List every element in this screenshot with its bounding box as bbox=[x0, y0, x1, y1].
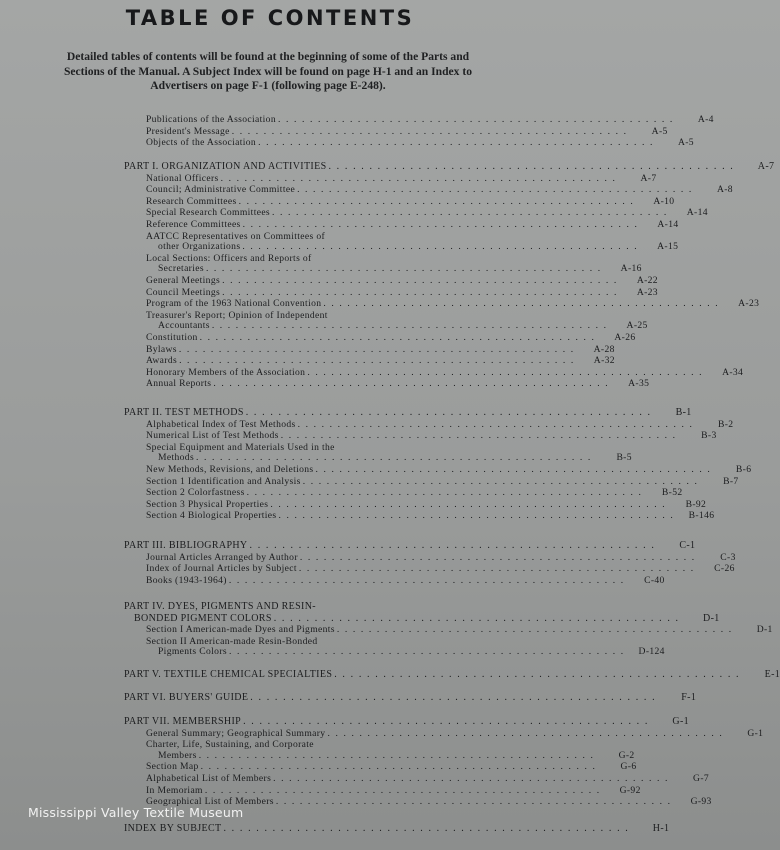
toc-entry-label: INDEX BY SUBJECT bbox=[124, 823, 222, 834]
toc-entry-label: Special Research Committees bbox=[146, 207, 271, 219]
toc-entry-label: PART VI. BUYERS' GUIDE bbox=[124, 692, 249, 703]
dot-leader: . . . . . . . . . . . . . . . . . . . . . . . . . . . . . . . . . . . . . . . . . . . . . . . . . . bbox=[178, 343, 575, 355]
toc-entry-label: other Organizations bbox=[158, 241, 241, 253]
dot-leader: . . . . . . . . . . . . . . . . . . . . . . . . . . . . . . . . . . . . . . . . . . . . . . . . . . bbox=[228, 646, 625, 658]
toc-entry bbox=[146, 574, 665, 586]
dot-leader: . . . . . . . . . . . . . . . . . . . . . . . . . . . . . . . . . . . . . . . . . . . . . . . . . . bbox=[302, 475, 699, 487]
toc-entry bbox=[146, 739, 388, 750]
toc-entry bbox=[146, 219, 679, 230]
toc-page-number: A-34 bbox=[722, 366, 744, 378]
toc-page-number: A-8 bbox=[716, 184, 733, 196]
toc-entry bbox=[146, 475, 739, 487]
toc-entry bbox=[146, 310, 388, 321]
toc-entry bbox=[146, 137, 694, 149]
toc-entry-label: Constitution bbox=[146, 332, 198, 343]
dot-leader: . . . . . . . . . . . . . . . . . . . . . . . . . . . . . . . . . . . . . . . . . . . . . . . . . . bbox=[275, 796, 672, 808]
toc-entry bbox=[146, 366, 744, 378]
dot-leader: . . . . . . . . . . . . . . . . . . . . . . . . . . . . . . . . . . . . . . . . . . . . . . . . . . bbox=[328, 161, 735, 172]
toc-page-number: A-7 bbox=[757, 161, 775, 172]
toc-page-number: A-35 bbox=[628, 378, 650, 390]
toc-part-heading: PART IV. DYES, PIGMENTS AND RESIN- bbox=[124, 601, 316, 612]
dot-leader: . . . . . . . . . . . . . . . . . . . . . . . . . . . . . . . . . . . . . . . . . . . . . . . . . . bbox=[258, 137, 654, 149]
toc-page-number: A-25 bbox=[626, 320, 648, 332]
toc-entry-label: BONDED PIGMENT COLORS bbox=[134, 612, 272, 624]
toc-entry-label: Alphabetical Index of Test Methods bbox=[146, 418, 296, 430]
intro-line: Advertisers on page F-1 (following page E-248). bbox=[150, 79, 386, 92]
intro-line: Detailed tables of contents will be found at the beginning of some of the Parts and bbox=[66, 50, 470, 63]
toc-entry-label: PART II. TEST METHODS bbox=[124, 407, 244, 418]
toc-page-number: B-5 bbox=[616, 452, 632, 464]
toc-entry-label: General Summary; Geographical Summary bbox=[146, 727, 326, 739]
toc-part-heading bbox=[124, 823, 670, 834]
toc-entry bbox=[146, 355, 615, 367]
toc-entry-label: Journal Articles Arranged by Author bbox=[146, 551, 298, 563]
dot-leader: . . . . . . . . . . . . . . . . . . . . . . . . . . . . . . . . . . . . . . . . . . . . . . . . . . bbox=[299, 551, 696, 563]
toc-entry-label: Geographical List of Members bbox=[146, 796, 274, 808]
toc-entry-label: Council; Administrative Committee bbox=[146, 184, 296, 196]
page-title: TABLE OF CONTENTS bbox=[125, 6, 415, 30]
toc-entry-label: Charter, Life, Sustaining, and Corporate bbox=[146, 739, 314, 751]
toc-entry bbox=[146, 275, 658, 286]
toc-entry-label: AATCC Representatives on Committees of bbox=[146, 230, 326, 242]
toc-page-number: A-26 bbox=[614, 332, 636, 343]
toc-entry-continuation bbox=[158, 320, 648, 332]
toc-entry-label: New Methods, Revisions, and Deletions bbox=[146, 464, 314, 475]
toc-entry-label: Section Map bbox=[146, 761, 199, 773]
toc-page-number: G-2 bbox=[618, 749, 635, 761]
toc-page-number: C-3 bbox=[720, 551, 736, 563]
dot-leader: . . . . . . . . . . . . . . . . . . . . . . . . . . . . . . . . . . . . . . . . . . . . . . . . . . bbox=[307, 366, 704, 378]
toc-page-number: C-26 bbox=[714, 563, 735, 575]
toc-page-number: B-3 bbox=[701, 430, 717, 442]
toc-entry-label: Section 4 Biological Properties bbox=[146, 510, 277, 522]
toc-entry-continuation bbox=[158, 263, 642, 275]
toc-page-number: E-1 bbox=[764, 669, 780, 680]
dot-leader: . . . . . . . . . . . . . . . . . . . . . . . . . . . . . . . . . . . . . . . . . . . . . . . . . . bbox=[222, 275, 618, 286]
toc-page-number: G-1 bbox=[747, 727, 764, 739]
dot-leader: . . . . . . . . . . . . . . . . . . . . . . . . . . . . . . . . . . . . . . . . . . . . . . . . . . bbox=[273, 773, 670, 784]
toc-entry-label: Accountants bbox=[158, 320, 210, 332]
toc-entry-label: Publications of the Association bbox=[146, 114, 276, 125]
toc-entry bbox=[146, 773, 710, 784]
toc-entry bbox=[146, 184, 733, 196]
toc-entry bbox=[146, 286, 658, 298]
dot-leader: . . . . . . . . . . . . . . . . . . . . . . . . . . . . . . . . . . . . . . . . . . . . . . . . . . bbox=[228, 574, 625, 586]
toc-entry-label: Section 1 Identification and Analysis bbox=[146, 475, 301, 487]
dot-leader: . . . . . . . . . . . . . . . . . . . . . . . . . . . . . . . . . . . . . . . . . . . . . . . . . . bbox=[238, 195, 635, 207]
toc-part-heading bbox=[124, 692, 697, 703]
toc-page-number: C-1 bbox=[679, 540, 696, 551]
dot-leader: . . . . . . . . . . . . . . . . . . . . . . . . . . . . . . . . . . . . . . . . . . . . . . . . . . bbox=[327, 727, 724, 739]
toc-entry-label: Section 2 Colorfastness bbox=[146, 487, 245, 499]
toc-entry-label: Index of Journal Articles by Subject bbox=[146, 563, 297, 575]
toc-page-number: A-16 bbox=[620, 263, 642, 275]
toc-page-number: A-14 bbox=[657, 219, 679, 230]
toc-entry-label: PART III. BIBLIOGRAPHY bbox=[124, 540, 248, 551]
toc-entry-label: Books (1943-1964) bbox=[146, 574, 227, 586]
dot-leader: . . . . . . . . . . . . . . . . . . . . . . . . . . . . . . . . . . . . . . . . . . . . . . . . . . bbox=[245, 407, 652, 418]
dot-leader: . . . . . . . . . . . . . . . . . . . . . . . . . . . . . . . . . . . . . . . . . . . . . . . . . . bbox=[211, 320, 608, 332]
toc-entry bbox=[146, 253, 388, 264]
dot-leader: . . . . . . . . . . . . . . . . . . . . . . . . . . . . . . . . . . . . . . . . . . . . . . . . . . bbox=[222, 286, 618, 298]
dot-leader: . . . . . . . . . . . . . . . . . . . . . . . . . . . . . . . . . . . . . . . . . . . . . . . . . . bbox=[204, 784, 601, 796]
toc-entry-label: Section II American-made Resin-Bonded bbox=[146, 635, 318, 647]
toc-page-number: A-7 bbox=[640, 172, 657, 184]
toc-entry-label: Objects of the Association bbox=[146, 137, 257, 149]
dot-leader: . . . . . . . . . . . . . . . . . . . . . . . . . . . . . . . . . . . . . . . . . . . . . . . . . . bbox=[250, 692, 657, 703]
toc-entry-label: Pigments Colors bbox=[158, 646, 227, 658]
toc-page-number: B-6 bbox=[735, 464, 752, 475]
toc-entry bbox=[146, 195, 675, 207]
dot-leader: . . . . . . . . . . . . . . . . . . . . . . . . . . . . . . . . . . . . . . . . . . . . . . . . . . bbox=[242, 241, 639, 253]
toc-entry-continuation bbox=[158, 749, 635, 761]
toc-entry bbox=[146, 343, 615, 355]
toc-entry bbox=[146, 125, 668, 137]
toc-part-heading bbox=[124, 669, 780, 680]
dot-leader: . . . . . . . . . . . . . . . . . . . . . . . . . . . . . . . . . . . . . . . . . . . . . . . . . . bbox=[223, 823, 630, 834]
toc-entry-continuation bbox=[158, 646, 665, 658]
dot-leader: . . . . . . . . . . . . . . . . . . . . . . . . . . . . . . . . . . . . . . . . . . . . . . . . . . bbox=[323, 298, 720, 310]
toc-entry-label: General Meetings bbox=[146, 275, 221, 286]
dot-leader: . . . . . . . . . . . . . . . . . . . . . . . . . . . . . . . . . . . . . . . . . . . . . . . . . . bbox=[272, 207, 668, 219]
toc-entry bbox=[146, 761, 637, 773]
dot-leader: . . . . . . . . . . . . . . . . . . . . . . . . . . . . . . . . . . . . . . . . . . . . . . . . . . bbox=[270, 498, 667, 510]
toc-entry-label: Numerical List of Test Methods bbox=[146, 430, 279, 442]
dot-leader: . . . . . . . . . . . . . . . . . . . . . . . . . . . . . . . . . . . . . . . . . . . . . . . . . . bbox=[243, 716, 649, 727]
toc-page-number: G-1 bbox=[672, 716, 689, 727]
toc-page-number: D-124 bbox=[638, 646, 665, 658]
toc-page-number: B-2 bbox=[718, 418, 734, 430]
intro-line: Sections of the Manual. A Subject Index will be found on page H-1 and an Index to bbox=[63, 64, 473, 78]
dot-leader: . . . . . . . . . . . . . . . . . . . . . . . . . . . . . . . . . . . . . . . . . . . . . . . . . . bbox=[297, 184, 693, 196]
toc-entry-label: Treasurer's Report; Opinion of Independent bbox=[146, 309, 328, 321]
toc-page-number: A-15 bbox=[657, 241, 679, 253]
toc-entry bbox=[146, 442, 388, 453]
toc-part-heading bbox=[124, 407, 692, 418]
toc-entry bbox=[146, 378, 650, 390]
toc-page-number: A-10 bbox=[653, 195, 675, 207]
toc-page-number: A-28 bbox=[593, 343, 615, 355]
dot-leader: . . . . . . . . . . . . . . . . . . . . . . . . . . . . . . . . . . . . . . . . . . . . . . . . . . bbox=[179, 355, 575, 367]
toc-entry-label: PART I. ORGANIZATION AND ACTIVITIES bbox=[124, 161, 327, 172]
toc-entry-label: PART V. TEXTILE CHEMICAL SPECIALTIES bbox=[124, 669, 333, 680]
dot-leader: . . . . . . . . . . . . . . . . . . . . . . . . . . . . . . . . . . . . . . . . . . . . . . . . . . bbox=[280, 430, 677, 442]
dot-leader: . . . . . . . . . . . . . . . . . . . . . . . . . . . . . . . . . . . . . . . . . . . . . . . . . . bbox=[220, 172, 617, 184]
toc-part-heading bbox=[124, 716, 689, 727]
toc-page-number: C-40 bbox=[644, 574, 665, 586]
dot-leader: . . . . . . . . . . . . . . . . . . . . . . . . . . . . . . . . . . . . . . . . . . . . . . . . . . bbox=[336, 624, 733, 636]
toc-page-number: G-93 bbox=[690, 796, 712, 808]
toc-entry bbox=[146, 464, 752, 475]
dot-leader: . . . . . . . . . . . . . . . . . . . . . . . . . . . . . . . . . . . . . . . . . . . . . . . . . . bbox=[249, 540, 656, 551]
toc-page-number: G-6 bbox=[620, 761, 637, 773]
toc-part-heading bbox=[124, 161, 775, 172]
toc-page-number: F-1 bbox=[681, 692, 697, 703]
toc-page-number: H-1 bbox=[652, 823, 670, 834]
toc-page-number: D-1 bbox=[756, 624, 773, 636]
toc-page-number: B-52 bbox=[661, 487, 683, 499]
toc-entry bbox=[146, 727, 764, 739]
toc-page-number: G-7 bbox=[693, 773, 710, 784]
toc-entry-label: Section I American-made Dyes and Pigments bbox=[146, 624, 335, 636]
toc-entry-continuation bbox=[158, 241, 679, 253]
dot-leader: . . . . . . . . . . . . . . . . . . . . . . . . . . . . . . . . . . . . . . . . . . . . . . . . . . bbox=[273, 612, 680, 624]
toc-entry-label: Methods bbox=[158, 452, 195, 464]
toc-entry bbox=[146, 624, 773, 636]
toc-page-number: B-92 bbox=[685, 498, 707, 510]
toc-entry-continuation bbox=[158, 452, 632, 464]
toc-entry-label: In Memoriam bbox=[146, 784, 203, 796]
toc-entry bbox=[146, 487, 683, 499]
toc-page-number: A-23 bbox=[636, 286, 658, 298]
toc-entry-label: Annual Reports bbox=[146, 378, 212, 390]
dot-leader: . . . . . . . . . . . . . . . . . . . . . . . . . . . . . . . . . . . . . . . . . . . . . . . . . . bbox=[242, 219, 639, 230]
toc-page-number: A-4 bbox=[697, 114, 714, 125]
toc-entry-label: Bylaws bbox=[146, 343, 177, 355]
toc-entry bbox=[146, 498, 707, 510]
toc-entry bbox=[146, 172, 657, 184]
toc-entry-label: President's Message bbox=[146, 125, 230, 137]
dot-leader: . . . . . . . . . . . . . . . . . . . . . . . . . . . . . . . . . . . . . . . . . . . . . . . . . . bbox=[198, 749, 595, 761]
dot-leader: . . . . . . . . . . . . . . . . . . . . . . . . . . . . . . . . . . . . . . . . . . . . . . . . . . bbox=[246, 487, 643, 499]
toc-entry bbox=[146, 563, 735, 575]
toc-entry-label: Council Meetings bbox=[146, 286, 221, 298]
dot-leader: . . . . . . . . . . . . . . . . . . . . . . . . . . . . . . . . . . . . . . . . . . . . . . . . . . bbox=[297, 418, 694, 430]
toc-page-number: A-32 bbox=[593, 355, 615, 367]
dot-leader: . . . . . . . . . . . . . . . . . . . . . . . . . . . . . . . . . . . . . . . . . . . . . . . . . . bbox=[231, 125, 628, 137]
toc-entry bbox=[146, 231, 388, 242]
toc-entry-label: Awards bbox=[146, 355, 178, 367]
toc-entry bbox=[146, 114, 714, 125]
toc-page-number: B-7 bbox=[723, 475, 739, 487]
dot-leader: . . . . . . . . . . . . . . . . . . . . . . . . . . . . . . . . . . . . . . . . . . . . . . . . . . bbox=[205, 263, 602, 275]
toc-entry-label: Section 3 Physical Properties bbox=[146, 498, 269, 510]
toc-part-heading bbox=[134, 612, 720, 624]
dot-leader: . . . . . . . . . . . . . . . . . . . . . . . . . . . . . . . . . . . . . . . . . . . . . . . . . . bbox=[334, 669, 741, 680]
dot-leader: . . . . . . . . . . . . . . . . . . . . . . . . . . . . . . . . . . . . . . . . . . . . . . . . . . bbox=[200, 761, 597, 773]
toc-page-number: B-146 bbox=[688, 510, 715, 522]
dot-leader: . . . . . . . . . . . . . . . . . . . . . . . . . . . . . . . . . . . . . . . . . . . . . . . . . . bbox=[278, 510, 675, 522]
toc-entry bbox=[146, 551, 736, 563]
museum-watermark: Mississippi Valley Textile Museum bbox=[28, 805, 244, 820]
toc-entry-label: PART VII. MEMBERSHIP bbox=[124, 716, 242, 727]
toc-page-number: A-22 bbox=[636, 275, 658, 286]
toc-entry bbox=[146, 207, 708, 219]
toc-page-number: A-23 bbox=[738, 298, 760, 310]
toc-entry-label: Local Sections: Officers and Reports of bbox=[146, 252, 312, 264]
toc-page-number: G-92 bbox=[619, 784, 641, 796]
dot-leader: . . . . . . . . . . . . . . . . . . . . . . . . . . . . . . . . . . . . . . . . . . . . . . . . . . bbox=[298, 563, 695, 575]
dot-leader: . . . . . . . . . . . . . . . . . . . . . . . . . . . . . . . . . . . . . . . . . . . . . . . . . . bbox=[213, 378, 610, 390]
toc-entry-label: Program of the 1963 National Convention bbox=[146, 298, 322, 310]
toc-entry bbox=[146, 418, 734, 430]
toc-entry-label: Research Committees bbox=[146, 195, 237, 207]
toc-page-number: A-5 bbox=[677, 137, 694, 149]
toc-entry bbox=[146, 430, 717, 442]
toc-page-number: B-1 bbox=[675, 407, 692, 418]
toc-entry bbox=[146, 332, 636, 343]
toc-entry-label: Secretaries bbox=[158, 263, 204, 275]
toc-page-number: A-5 bbox=[651, 125, 668, 137]
dot-leader: . . . . . . . . . . . . . . . . . . . . . . . . . . . . . . . . . . . . . . . . . . . . . . . . . . bbox=[199, 332, 596, 343]
dot-leader: . . . . . . . . . . . . . . . . . . . . . . . . . . . . . . . . . . . . . . . . . . . . . . . . . . bbox=[315, 464, 712, 475]
toc-page-number: A-14 bbox=[686, 207, 708, 219]
toc-entry bbox=[146, 636, 388, 647]
toc-entry bbox=[146, 298, 760, 310]
toc-entry-label: National Officers bbox=[146, 172, 219, 184]
toc-part-heading bbox=[124, 540, 696, 551]
dot-leader: . . . . . . . . . . . . . . . . . . . . . . . . . . . . . . . . . . . . . . . . . . . . . . . . . . bbox=[196, 452, 592, 464]
toc-entry-label: Members bbox=[158, 749, 197, 761]
toc-entry-label: Alphabetical List of Members bbox=[146, 773, 272, 784]
toc-entry-label: Special Equipment and Materials Used in the bbox=[146, 441, 335, 453]
toc-entry-label: Honorary Members of the Association bbox=[146, 366, 306, 378]
toc-entry-label: Reference Committees bbox=[146, 219, 241, 230]
dot-leader: . . . . . . . . . . . . . . . . . . . . . . . . . . . . . . . . . . . . . . . . . . . . . . . . . . bbox=[277, 114, 674, 125]
toc-entry bbox=[146, 510, 715, 522]
toc-page-number: D-1 bbox=[703, 612, 720, 624]
toc-entry bbox=[146, 784, 641, 796]
